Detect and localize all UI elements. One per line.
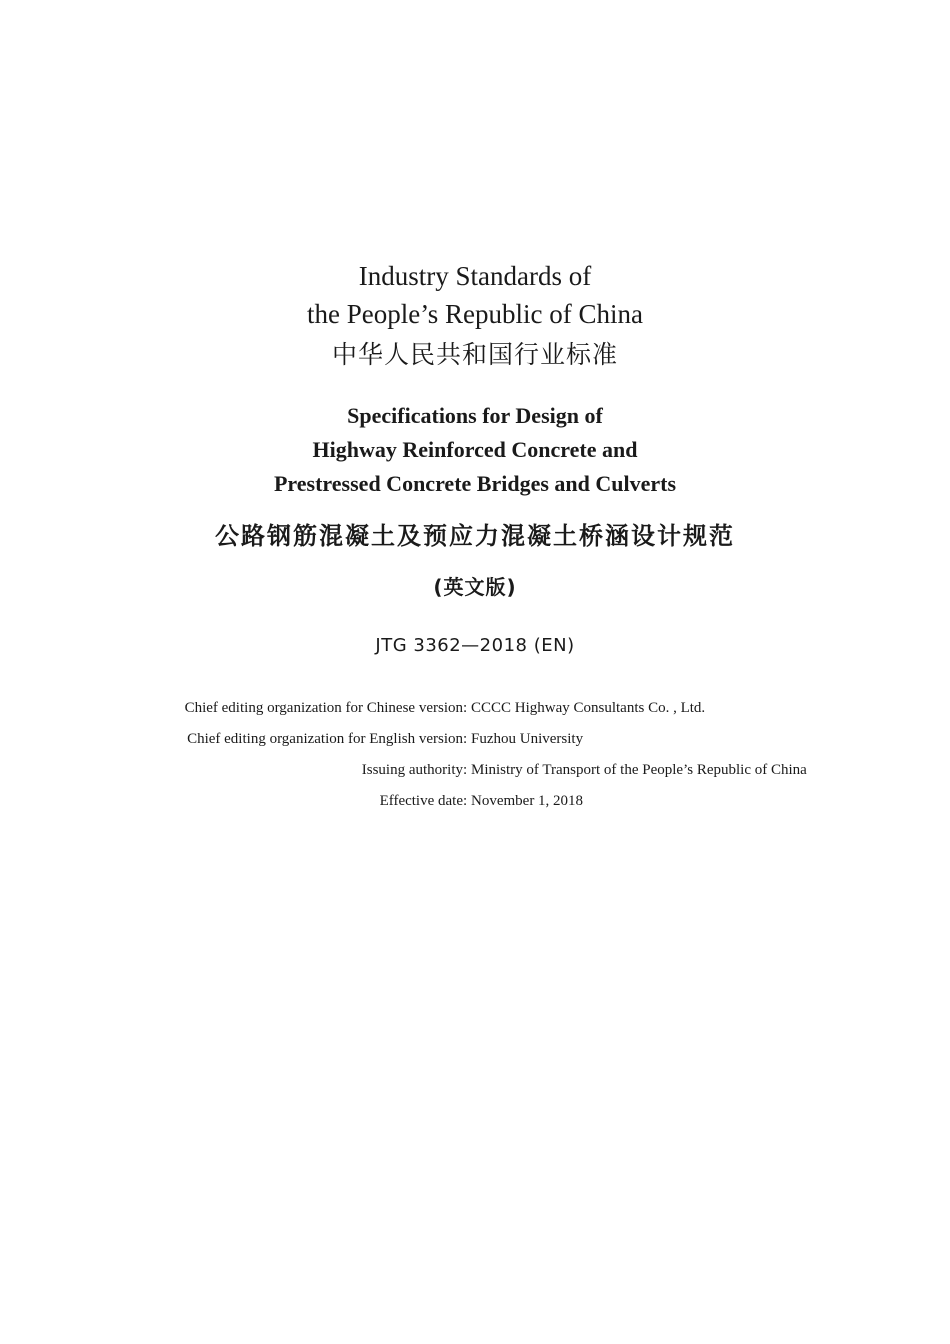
info-separator: : <box>463 762 468 778</box>
info-value: CCCC Highway Consultants Co. , Ltd. <box>471 700 706 716</box>
info-label: Chief editing organization for English version <box>187 731 463 747</box>
document-title-en-line2: Highway Reinforced Concrete and <box>312 437 638 462</box>
info-row-chinese-editor <box>0 698 950 718</box>
info-separator: : <box>463 731 468 747</box>
info-value: November 1, 2018 <box>471 793 584 809</box>
standard-title-en-line1: Industry Standards of <box>358 261 592 291</box>
document-title-zh: 公路钢筋混凝土及预应力混凝土桥涵设计规范 <box>215 522 735 550</box>
info-label: Chief editing organization for Chinese version <box>184 700 463 716</box>
standard-code: JTG 3362—2018 (EN) <box>375 635 575 656</box>
info-label: Effective date <box>379 793 463 809</box>
standard-title-zh: 中华人民共和国行业标准 <box>331 340 618 369</box>
document-title-en-line1: Specifications for Design of <box>347 403 603 428</box>
edition-label: (英文版) <box>433 575 517 599</box>
info-label: Issuing authority <box>361 762 463 778</box>
standard-title-en-line2: the People’s Republic of China <box>307 299 643 329</box>
info-row-english-editor <box>0 729 950 749</box>
document-title-en-line3: Prestressed Concrete Bridges and Culverts <box>273 471 677 496</box>
info-separator: : <box>463 700 468 716</box>
info-separator: : <box>463 793 468 809</box>
info-row-issuing-authority <box>0 760 950 780</box>
info-row-effective-date <box>0 791 950 811</box>
info-value: Fuzhou University <box>471 731 584 747</box>
info-value: Ministry of Transport of the People’s Republic of China <box>471 762 807 778</box>
